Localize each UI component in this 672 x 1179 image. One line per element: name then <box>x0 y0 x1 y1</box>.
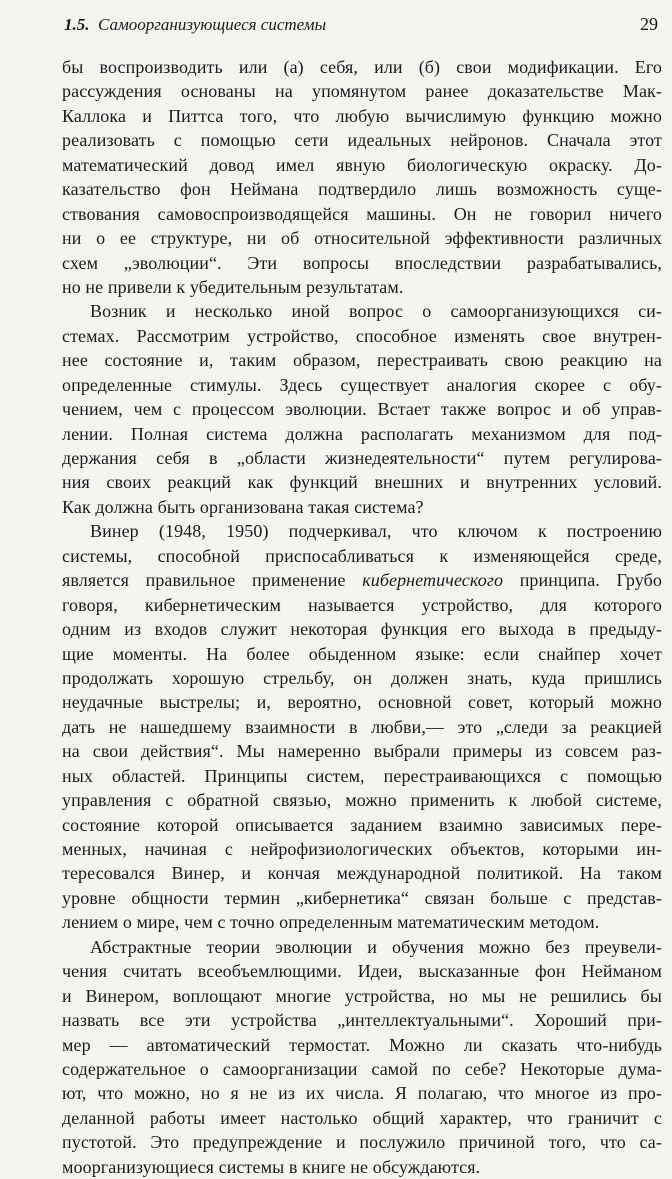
text-line: моорганизующиеся системы в книге не обсуждаются. <box>62 1156 481 1177</box>
text-line: и Винером, воплощают многие устройства, но мы не решились бы <box>62 985 662 1006</box>
text-line: ют, что можно, но я не из их числа. Я полагаю, что многое из про- <box>62 1083 662 1104</box>
emphasis: кибернетического <box>362 570 504 591</box>
text-line: менных, начиная с нейрофизиологических объектов, которыми ин- <box>62 839 662 859</box>
paragraph <box>62 299 662 519</box>
paragraph <box>62 935 662 1179</box>
text-line: содержательное о самоорганизации самой по себе? Некоторые дума- <box>62 1058 662 1079</box>
text-line: определенные стимулы. Здесь существует аналогия скорее с обу- <box>62 374 662 395</box>
text-line: управления с обратной связью, можно применить к любой системе, <box>62 790 662 811</box>
text-line: держания себя в „области жизнедеятельности“ путем регулирова- <box>62 448 662 468</box>
text-line: лением о мире, чем с точно определенным математическим методом. <box>62 912 600 933</box>
running-head <box>64 15 326 35</box>
text-line: деланной работы имеет настолько общий характер, что граничит с <box>62 1107 662 1128</box>
text-line: дать не нашедшему взаимности в любви,— это „следи за реакцией <box>62 716 662 737</box>
body-text <box>62 55 662 1179</box>
text-line: чением, чем с процессом эволюции. Встает также вопрос и об управ- <box>62 399 662 420</box>
text-line: Абстрактные теории эволюции и обучения можно без преувели- <box>90 936 662 957</box>
text-line: состояние которой описывается заданием взаимно зависимых пере- <box>62 814 662 835</box>
text-line: нее состояние и, таким образом, перестраивать свою реакцию на <box>62 350 662 371</box>
text-line: Винер (1948, 1950) подчеркивал, что ключом к построению <box>90 521 662 542</box>
text-line: тересовался Винер, и кончая международной политикой. На таком <box>62 863 662 884</box>
text-line: пустотой. Это предупреждение и послужило причиной того, что са- <box>62 1132 662 1153</box>
text-line: лении. Полная система должна располагать механизмом для под- <box>62 423 662 444</box>
text-line: Каллока и Питтса того, что любую вычислимую функцию можно <box>62 105 662 126</box>
text-line: ния своих реакций как функций внешних и внутренних условий. <box>62 472 662 493</box>
text-line: бы воспроизводить или (а) себя, или (б) свои модификации. Его <box>62 57 662 77</box>
text-line: Как должна быть организована такая система? <box>62 496 424 517</box>
text-line: схем „эволюции“. Эти вопросы впоследствии разрабатывались, <box>62 252 662 273</box>
text-line: стемах. Рассмотрим устройство, способное изменять свое внутрен- <box>62 325 662 346</box>
text-line: казательство фон Неймана подтвердило лишь возможность суще- <box>62 179 662 200</box>
text-line: чения считать всеобъемлющими. Идеи, высказанные фон Нейманом <box>62 961 662 982</box>
text-line: математический довод имел явную биологическую окраску. До- <box>62 154 662 175</box>
page-header <box>64 14 658 40</box>
text-line: уровне общности термин „кибернетика“ связан больше с представ- <box>62 887 662 908</box>
page-number: 29 <box>640 14 658 34</box>
text-line: продолжать хорошую стрельбу, он должен знать, куда пришлись <box>62 667 662 688</box>
paragraph <box>62 55 662 299</box>
paragraph <box>62 519 662 934</box>
text-line: мер — автоматический термостат. Можно ли сказать что-нибудь <box>62 1034 662 1055</box>
text-line: системы, способной приспосабливаться к изменяющейся среде, <box>62 545 662 566</box>
text-line: щие моменты. На более обыденном языке: если снайпер хочет <box>62 643 662 664</box>
section-title: Самоорганизующиеся системы <box>98 15 327 34</box>
text-line: говоря, кибернетическим называется устройство, для которого <box>62 594 662 615</box>
section-number: 1.5. <box>64 15 90 34</box>
text-line: ни о ее структуре, ни об относительной эффективности различных <box>62 228 662 249</box>
text-line: но не привели к убедительным результатам. <box>62 276 404 297</box>
text-line: реализовать с помощью сети идеальных нейронов. Сначала этот <box>62 130 662 151</box>
text-line: ных областей. Принципы систем, перестраивающихся с помощью <box>62 765 662 786</box>
text-line: неудачные выстрелы; и, вероятно, основной совет, который можно <box>62 692 662 713</box>
text-line: Возник и несколько иной вопрос о самоорганизующихся си- <box>90 301 662 322</box>
text-line: ствования самовоспроизводящейся машины. Он не говорил ничего <box>62 203 662 224</box>
text-line: одним из входов служит некоторая функция его выхода в предыду- <box>62 619 662 640</box>
text-line: рассуждения основаны на упомянутом ранее доказательстве Мак- <box>62 81 662 102</box>
text-line: является правильное применение кибернетического принципа. Грубо <box>62 570 662 591</box>
text-line: на свои действия“. Мы намеренно выбрали примеры из совсем раз- <box>62 741 662 762</box>
text-line: назвать все эти устройства „интеллектуальными“. Хороший при- <box>62 1010 662 1031</box>
